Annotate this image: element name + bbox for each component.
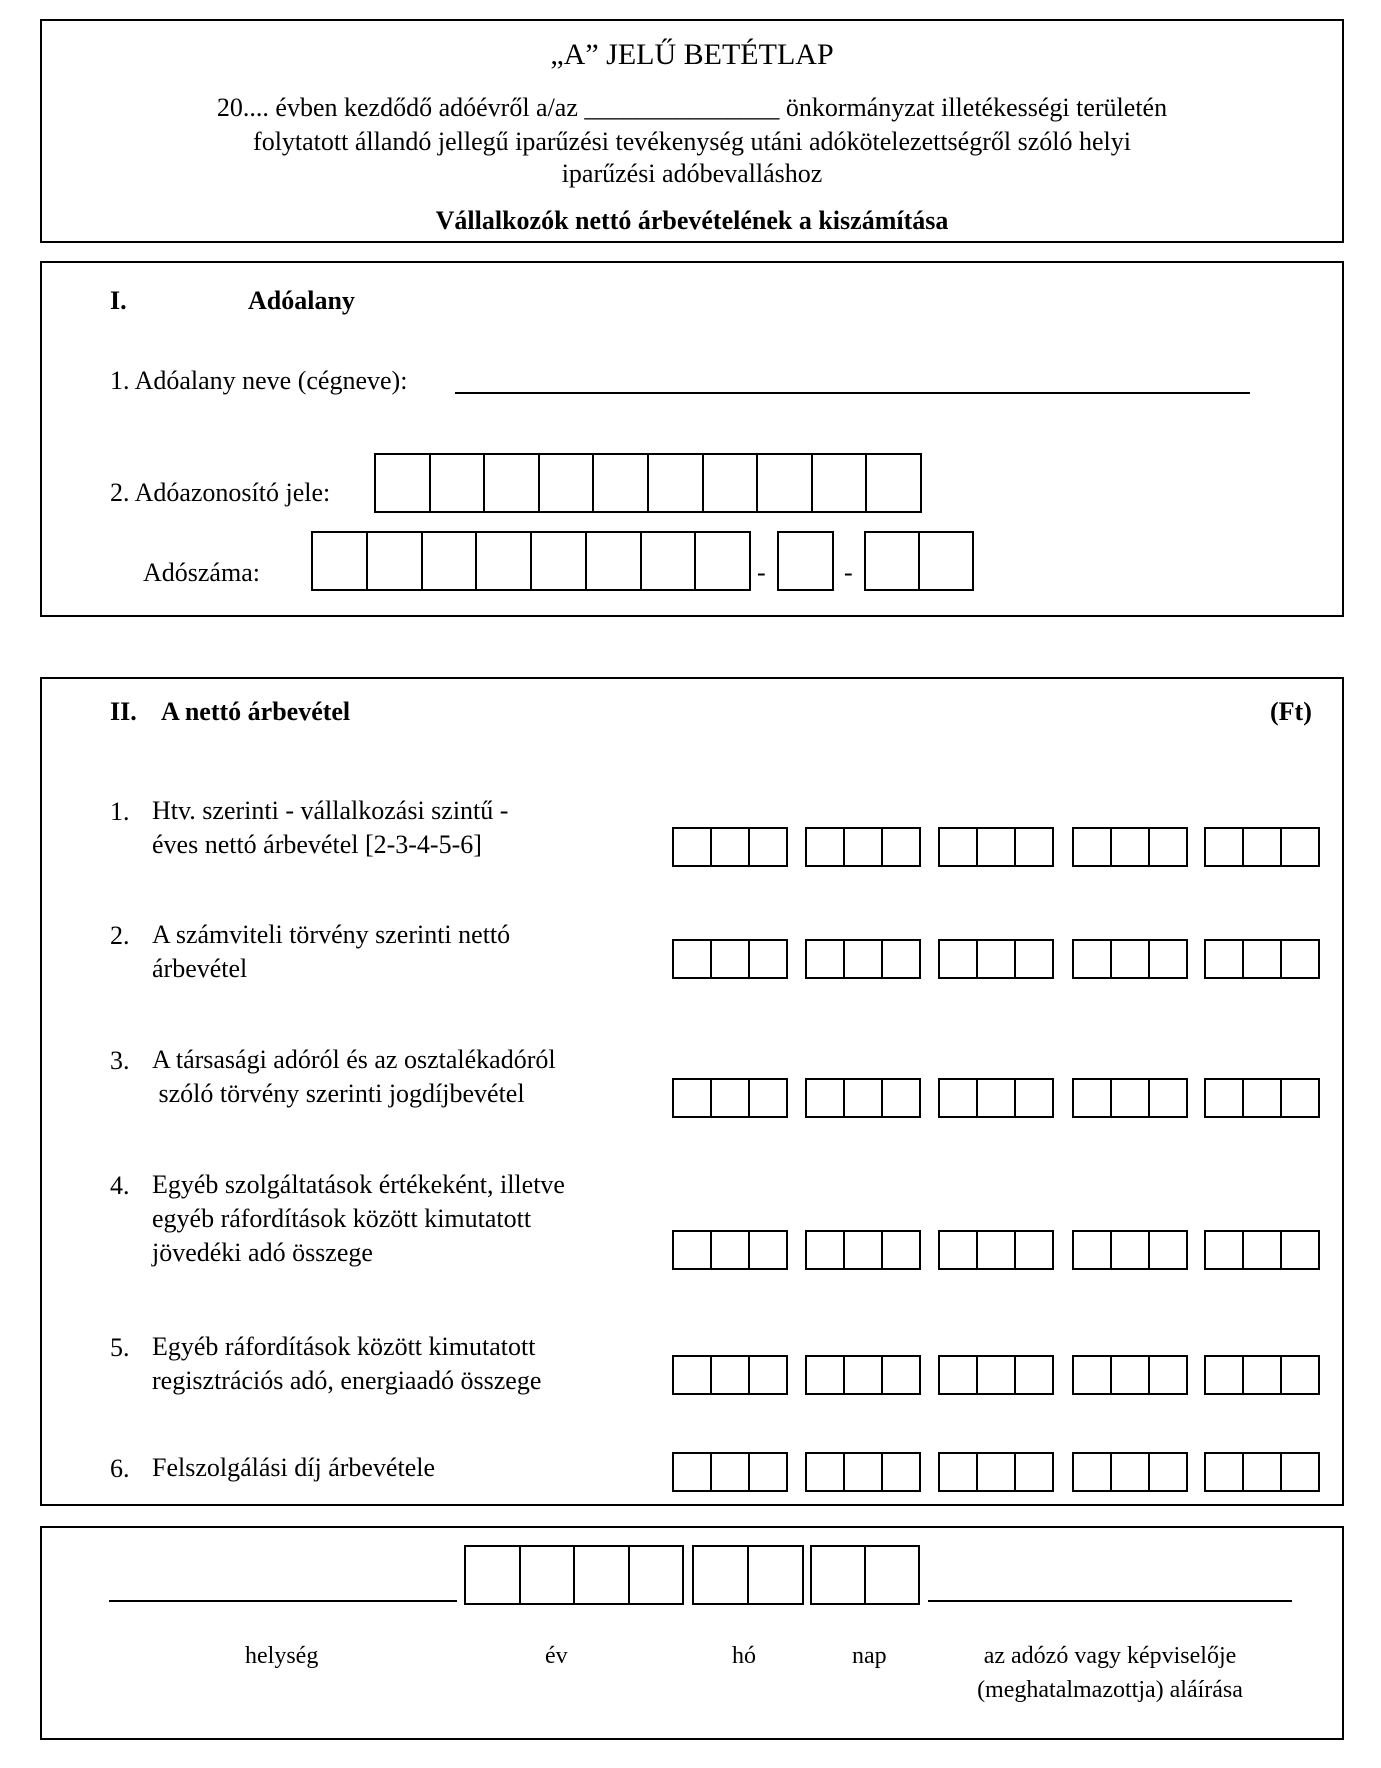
section-1-title: Adóalany <box>248 286 355 315</box>
section-2-number: II. <box>110 697 137 726</box>
amount-digit-group[interactable] <box>1072 1355 1188 1395</box>
intro-line-2: folytatott állandó jellegű iparűzési tevékenység utáni adókötelezettségről szóló helyi <box>253 127 1131 156</box>
amount-digit[interactable] <box>712 1357 750 1393</box>
amount-digit-group[interactable] <box>1072 1452 1188 1492</box>
amount-digit[interactable] <box>712 941 750 977</box>
amount-digit[interactable] <box>845 1080 883 1116</box>
amount-digit[interactable] <box>883 941 919 977</box>
amount-digit[interactable] <box>1282 941 1318 977</box>
amount-digit[interactable] <box>1150 1232 1186 1268</box>
amount-digit-group[interactable] <box>938 1078 1054 1118</box>
item-label-line1: A társasági adóról és az osztalékadóról <box>152 1045 556 1074</box>
amount-digit[interactable] <box>674 941 712 977</box>
amount-digit[interactable] <box>750 829 786 865</box>
month-digit[interactable] <box>749 1547 802 1603</box>
tax-number-digit[interactable] <box>423 533 478 589</box>
item-label-line2: éves nettó árbevétel [2-3-4-5-6] <box>152 830 482 859</box>
amount-digit[interactable] <box>1016 941 1052 977</box>
month-digit[interactable] <box>694 1547 749 1603</box>
amount-digit-group[interactable] <box>805 1355 921 1395</box>
amount-digit[interactable] <box>940 1080 978 1116</box>
amount-digit[interactable] <box>712 1080 750 1116</box>
amount-digit[interactable] <box>1150 1454 1186 1490</box>
amount-digit[interactable] <box>845 1454 883 1490</box>
amount-digit[interactable] <box>978 829 1016 865</box>
unit-label: (Ft) <box>1270 697 1312 726</box>
tax-id-digit[interactable] <box>431 455 486 511</box>
item-number: 2. <box>110 921 130 950</box>
amount-digit[interactable] <box>845 1232 883 1268</box>
tax-id-digit[interactable] <box>649 455 704 511</box>
amount-digit[interactable] <box>845 829 883 865</box>
item-label-line3: jövedéki adó összege <box>152 1238 373 1267</box>
amount-digit[interactable] <box>750 1357 786 1393</box>
item-number: 6. <box>110 1454 130 1483</box>
item-label-line1: Felszolgálási díj árbevétele <box>152 1453 436 1482</box>
item-label-line1: A számviteli törvény szerinti nettó <box>152 920 511 949</box>
amount-digit[interactable] <box>674 1357 712 1393</box>
tax-number-vat-box[interactable] <box>777 531 834 591</box>
tax-number-digit[interactable] <box>313 533 368 589</box>
day-digit[interactable] <box>866 1547 918 1603</box>
year-digit[interactable] <box>630 1547 683 1603</box>
amount-digit[interactable] <box>674 1232 712 1268</box>
place-label: helység <box>245 1643 319 1669</box>
amount-digit[interactable] <box>750 1454 786 1490</box>
amount-digit[interactable] <box>1112 1357 1150 1393</box>
tax-number-main-boxes[interactable] <box>311 531 751 591</box>
amount-digit[interactable] <box>1150 829 1186 865</box>
amount-digit[interactable] <box>978 1232 1016 1268</box>
tax-id-digit[interactable] <box>867 455 920 511</box>
amount-digit[interactable] <box>883 1232 919 1268</box>
amount-digit[interactable] <box>978 1357 1016 1393</box>
tax-id-boxes[interactable] <box>374 453 922 513</box>
amount-digit[interactable] <box>807 941 845 977</box>
signature-label-line-1: az adózó vagy képviselője <box>983 1643 1237 1669</box>
year-digit[interactable] <box>521 1547 576 1603</box>
amount-digit[interactable] <box>883 1454 919 1490</box>
amount-digit-group[interactable] <box>938 1230 1054 1270</box>
item-label-line2: regisztrációs adó, energiaadó összege <box>152 1366 542 1395</box>
item-number: 5. <box>110 1333 130 1362</box>
amount-digit-group[interactable] <box>1204 1230 1320 1270</box>
page-title: „A” JELŰ BETÉTLAP <box>550 38 834 71</box>
amount-digit[interactable] <box>1244 1357 1282 1393</box>
amount-digit-group[interactable] <box>1072 1230 1188 1270</box>
amount-digit[interactable] <box>1112 829 1150 865</box>
amount-digit[interactable] <box>1206 1232 1244 1268</box>
item-number: 4. <box>110 1171 130 1200</box>
amount-digit[interactable] <box>1206 1454 1244 1490</box>
year-label: év <box>545 1643 568 1669</box>
amount-digit-group[interactable] <box>1072 1078 1188 1118</box>
amount-digit[interactable] <box>1074 941 1112 977</box>
amount-digit[interactable] <box>940 1454 978 1490</box>
amount-digit-group[interactable] <box>938 1452 1054 1492</box>
amount-digit[interactable] <box>1016 829 1052 865</box>
signature-label-line-2: (meghatalmazottja) aláírása <box>977 1677 1243 1703</box>
amount-digit[interactable] <box>940 1232 978 1268</box>
amount-digit-group[interactable] <box>805 1230 921 1270</box>
amount-digit[interactable] <box>712 1454 750 1490</box>
item-label-line2: szóló törvény szerinti jogdíjbevétel <box>152 1079 525 1108</box>
tax-id-digit[interactable] <box>376 455 431 511</box>
amount-digit[interactable] <box>1150 1357 1186 1393</box>
year-digit[interactable] <box>575 1547 630 1603</box>
amount-digit[interactable] <box>807 1080 845 1116</box>
amount-digit[interactable] <box>940 941 978 977</box>
amount-digit[interactable] <box>1016 1232 1052 1268</box>
tax-number-digit[interactable] <box>642 533 697 589</box>
amount-digit-group[interactable] <box>805 1078 921 1118</box>
amount-digit[interactable] <box>1282 1454 1318 1490</box>
month-label: hó <box>732 1643 756 1669</box>
amount-digit[interactable] <box>674 1454 712 1490</box>
amount-digit[interactable] <box>845 941 883 977</box>
section-1-number: I. <box>110 286 127 315</box>
amount-digit[interactable] <box>1244 1232 1282 1268</box>
amount-digit[interactable] <box>1016 1357 1052 1393</box>
taxpayer-name-label: 1. Adóalany neve (cégneve): <box>110 366 408 395</box>
signature-field[interactable] <box>928 1600 1292 1602</box>
amount-digit[interactable] <box>750 1080 786 1116</box>
tax-number-digit[interactable] <box>779 533 832 589</box>
tax-number-county-boxes[interactable] <box>864 531 974 591</box>
amount-digit[interactable] <box>807 1357 845 1393</box>
amount-digit-group[interactable] <box>1204 939 1320 979</box>
amount-digit[interactable] <box>1074 1357 1112 1393</box>
amount-digit[interactable] <box>1244 1080 1282 1116</box>
day-digit[interactable] <box>812 1547 866 1603</box>
amount-digit[interactable] <box>1206 941 1244 977</box>
amount-digit[interactable] <box>712 829 750 865</box>
amount-digit-group[interactable] <box>805 1452 921 1492</box>
tax-number-digit[interactable] <box>368 533 423 589</box>
tax-id-digit[interactable] <box>813 455 868 511</box>
tax-id-digit[interactable] <box>704 455 759 511</box>
amount-digit[interactable] <box>1282 1080 1318 1116</box>
amount-digit[interactable] <box>1112 1232 1150 1268</box>
amount-digit-group[interactable] <box>1204 1078 1320 1118</box>
amount-digit[interactable] <box>1074 1080 1112 1116</box>
year-digit[interactable] <box>466 1547 521 1603</box>
amount-digit[interactable] <box>1282 1232 1318 1268</box>
tax-number-dash-1: - <box>757 558 766 587</box>
amount-digit[interactable] <box>1074 829 1112 865</box>
amount-digit[interactable] <box>883 1357 919 1393</box>
amount-digit-group[interactable] <box>938 827 1054 867</box>
amount-digit[interactable] <box>807 1454 845 1490</box>
amount-digit[interactable] <box>807 829 845 865</box>
amount-digit[interactable] <box>1150 1080 1186 1116</box>
item-label-line2: egyéb ráfordítások között kimutatott <box>152 1204 532 1233</box>
amount-digit[interactable] <box>883 1080 919 1116</box>
tax-number-digit[interactable] <box>920 533 972 589</box>
tax-number-dash-2: - <box>844 558 853 587</box>
amount-digit[interactable] <box>1016 1080 1052 1116</box>
amount-digit[interactable] <box>940 829 978 865</box>
amount-digit-group[interactable] <box>805 939 921 979</box>
amount-digit-group[interactable] <box>672 827 788 867</box>
intro-line-1: 20.... évben kezdődő adóévről a/az _______________ önkormányzat illetékességi területén <box>216 93 1168 122</box>
amount-digit[interactable] <box>1112 941 1150 977</box>
amount-digit[interactable] <box>978 1454 1016 1490</box>
amount-digit[interactable] <box>940 1357 978 1393</box>
amount-digit[interactable] <box>1244 829 1282 865</box>
amount-digit[interactable] <box>807 1232 845 1268</box>
amount-digit[interactable] <box>1282 829 1318 865</box>
amount-digit[interactable] <box>1150 941 1186 977</box>
amount-digit-group[interactable] <box>672 1452 788 1492</box>
section-2-title: A nettó árbevétel <box>161 697 351 726</box>
tax-number-label: Adószáma: <box>143 558 260 587</box>
amount-digit[interactable] <box>712 1232 750 1268</box>
amount-digit-group[interactable] <box>1204 1355 1320 1395</box>
amount-digit-group[interactable] <box>938 939 1054 979</box>
amount-digit[interactable] <box>1112 1080 1150 1116</box>
amount-digit[interactable] <box>1244 1454 1282 1490</box>
tax-id-label: 2. Adóazonosító jele: <box>110 478 331 507</box>
month-boxes[interactable] <box>692 1545 804 1605</box>
amount-digit[interactable] <box>674 1080 712 1116</box>
amount-digit[interactable] <box>978 941 1016 977</box>
amount-digit[interactable] <box>1074 1232 1112 1268</box>
amount-digit[interactable] <box>1282 1357 1318 1393</box>
taxpayer-name-field[interactable] <box>455 392 1250 394</box>
form-subtitle: Vállalkozók nettó árbevételének a kiszámítása <box>435 206 949 235</box>
amount-digit[interactable] <box>1206 1357 1244 1393</box>
item-label-line1: Egyéb ráfordítások között kimutatott <box>152 1332 536 1361</box>
tax-id-digit[interactable] <box>485 455 540 511</box>
amount-digit[interactable] <box>845 1357 883 1393</box>
place-field[interactable] <box>109 1600 457 1602</box>
amount-digit[interactable] <box>1074 1454 1112 1490</box>
amount-digit[interactable] <box>978 1080 1016 1116</box>
amount-digit-group[interactable] <box>1204 827 1320 867</box>
amount-digit-group[interactable] <box>1072 939 1188 979</box>
day-label: nap <box>852 1643 887 1669</box>
amount-digit[interactable] <box>1206 829 1244 865</box>
amount-digit[interactable] <box>883 829 919 865</box>
tax-id-digit[interactable] <box>594 455 649 511</box>
item-label-line2: árbevétel <box>152 954 248 983</box>
item-label-line1: Egyéb szolgáltatások értékeként, illetve <box>152 1170 565 1199</box>
item-number: 1. <box>110 797 130 826</box>
tax-number-digit[interactable] <box>477 533 532 589</box>
intro-line-3: iparűzési adóbevalláshoz <box>561 159 823 188</box>
day-boxes[interactable] <box>810 1545 920 1605</box>
amount-digit-group[interactable] <box>805 827 921 867</box>
tax-id-digit[interactable] <box>540 455 595 511</box>
amount-digit[interactable] <box>1206 1080 1244 1116</box>
item-label-line1: Htv. szerinti - vállalkozási szintű - <box>152 796 509 825</box>
amount-digit-group[interactable] <box>672 1078 788 1118</box>
amount-digit[interactable] <box>1112 1454 1150 1490</box>
tax-number-digit[interactable] <box>696 533 749 589</box>
amount-digit[interactable] <box>750 1232 786 1268</box>
tax-number-digit[interactable] <box>532 533 587 589</box>
tax-number-digit[interactable] <box>587 533 642 589</box>
amount-digit[interactable] <box>750 941 786 977</box>
amount-digit[interactable] <box>1244 941 1282 977</box>
amount-digit[interactable] <box>674 829 712 865</box>
amount-digit-group[interactable] <box>672 1230 788 1270</box>
tax-number-digit[interactable] <box>866 533 920 589</box>
amount-digit-group[interactable] <box>1204 1452 1320 1492</box>
amount-digit-group[interactable] <box>672 939 788 979</box>
amount-digit-group[interactable] <box>938 1355 1054 1395</box>
amount-digit-group[interactable] <box>672 1355 788 1395</box>
item-number: 3. <box>110 1046 130 1075</box>
amount-digit[interactable] <box>1016 1454 1052 1490</box>
tax-id-digit[interactable] <box>758 455 813 511</box>
year-boxes[interactable] <box>464 1545 684 1605</box>
amount-digit-group[interactable] <box>1072 827 1188 867</box>
